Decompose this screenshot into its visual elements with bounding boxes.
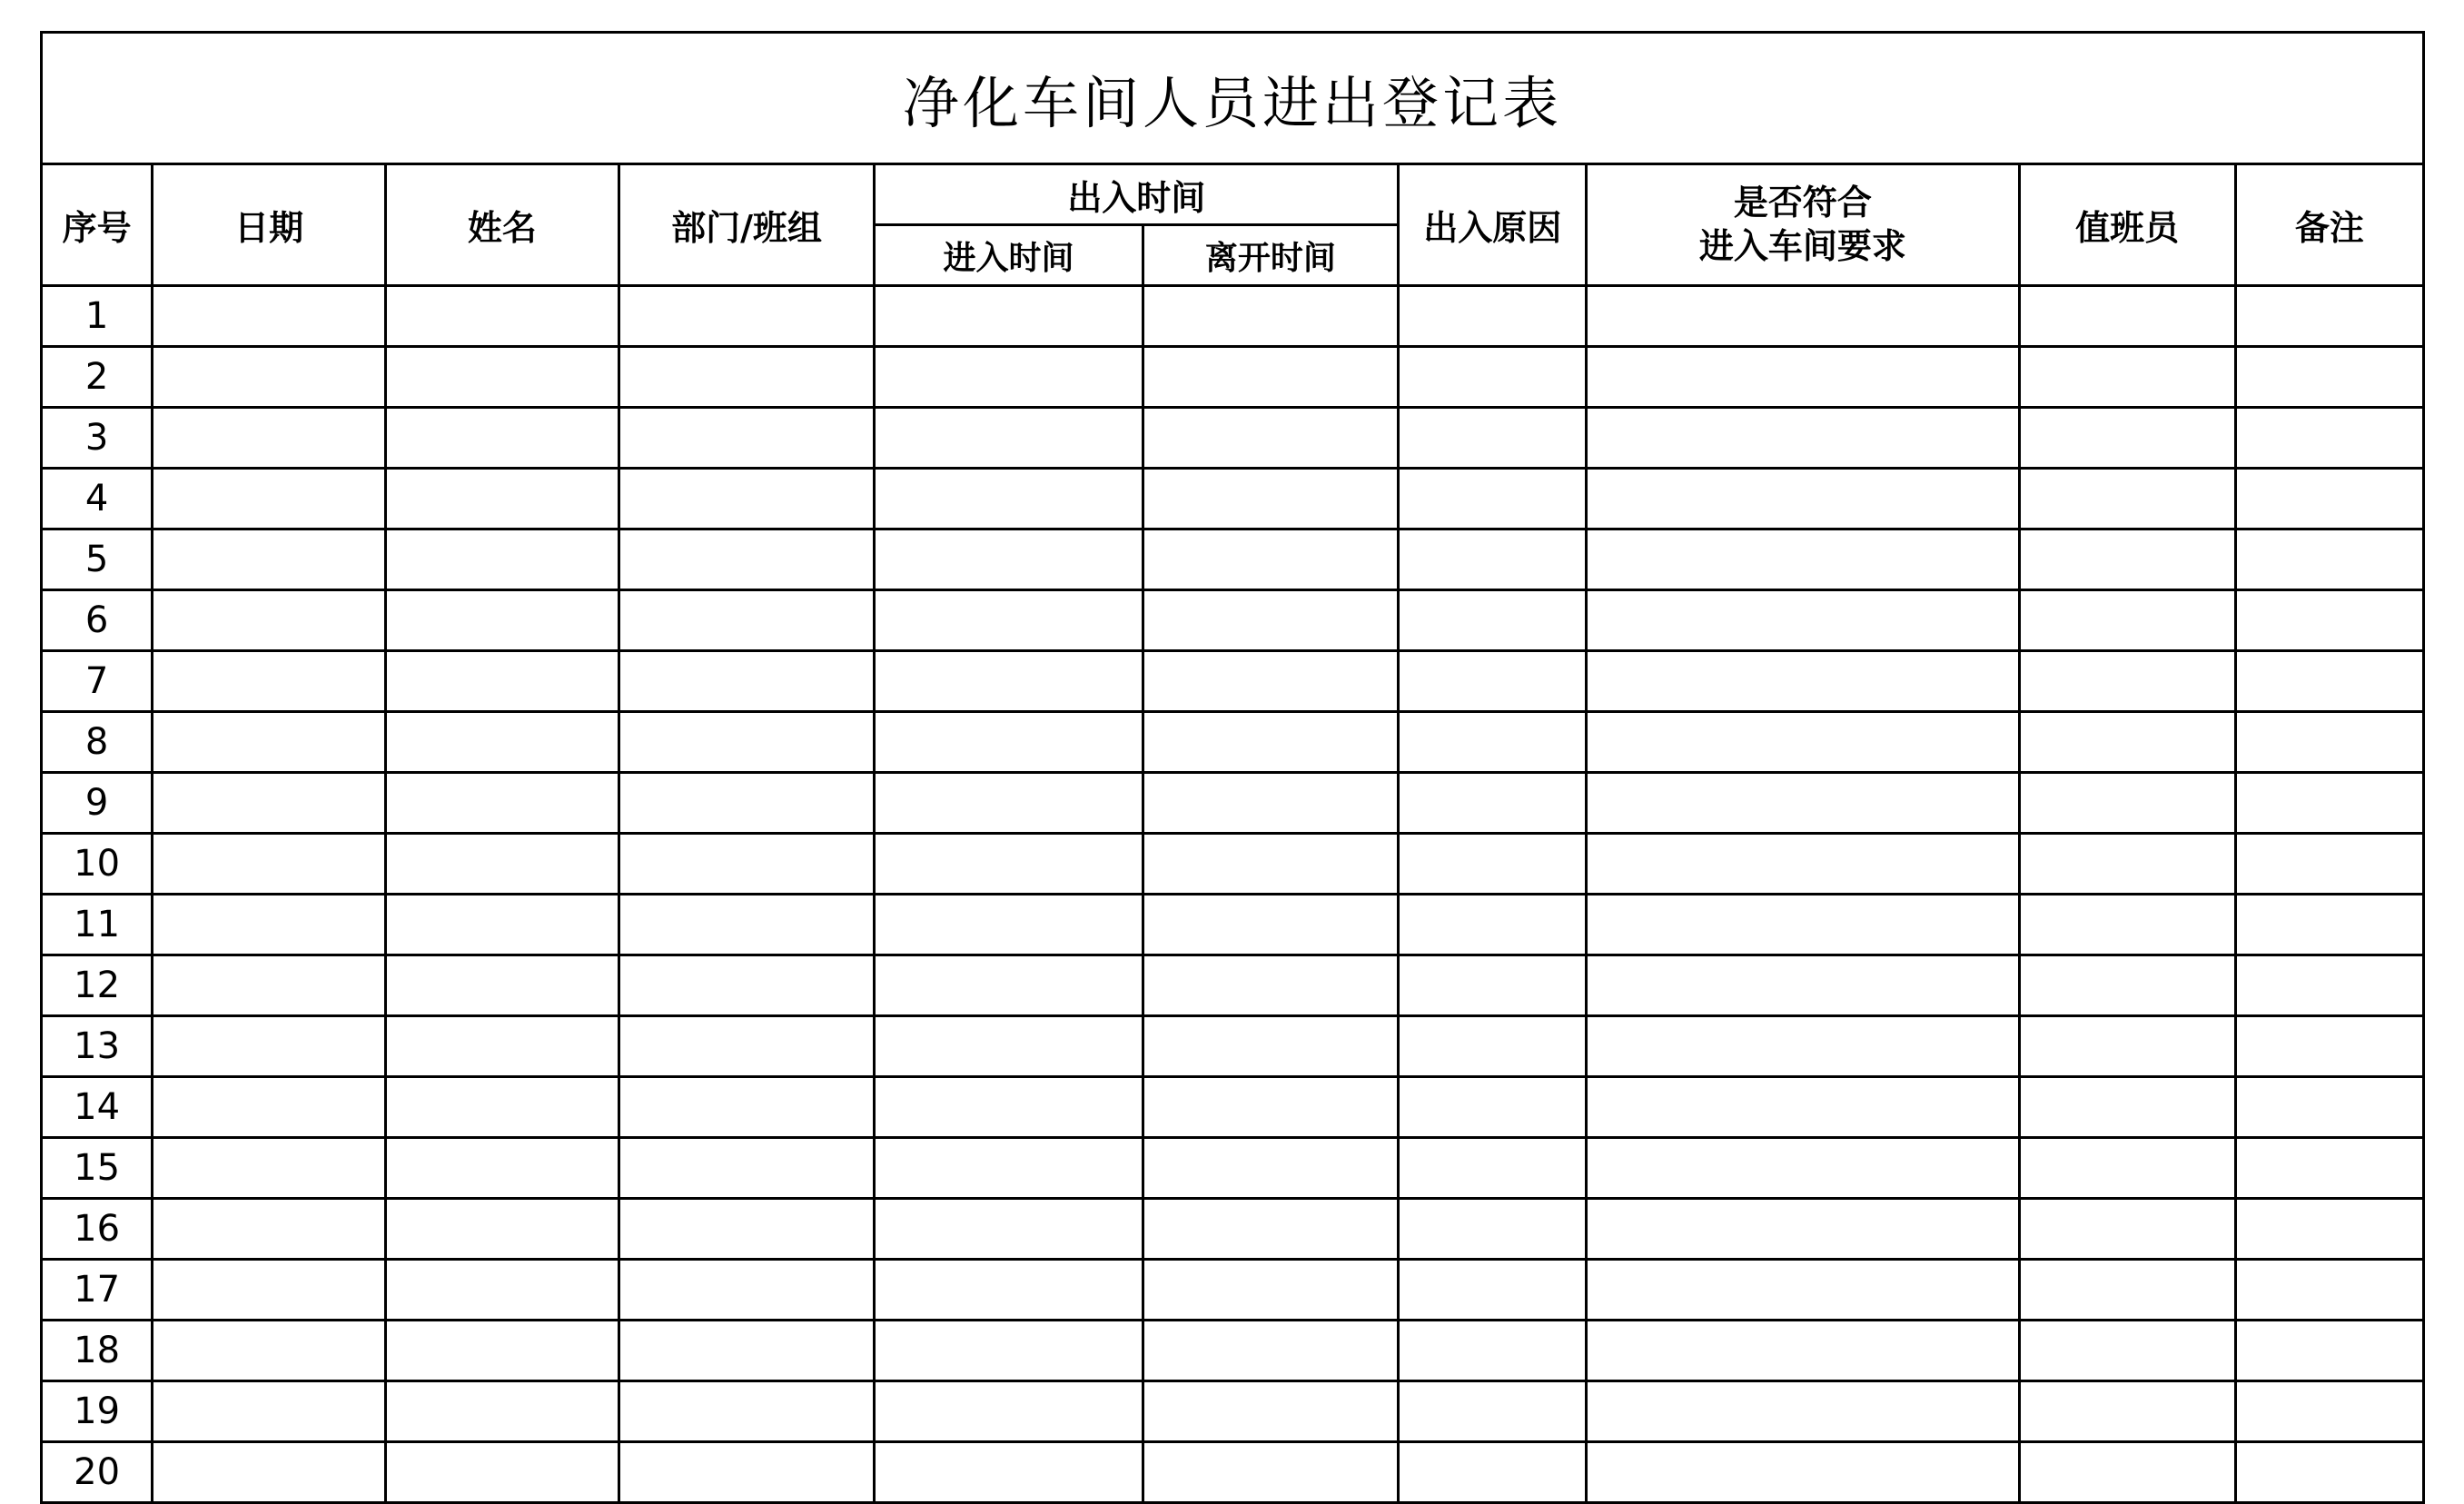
cell-date[interactable] — [153, 286, 386, 347]
cell-duty-officer[interactable] — [2019, 529, 2235, 590]
cell-duty-officer[interactable] — [2019, 590, 2235, 651]
cell-department[interactable] — [618, 955, 875, 1016]
cell-time-out[interactable] — [1143, 1260, 1399, 1321]
cell-requirement[interactable] — [1587, 408, 2019, 469]
cell-reason[interactable] — [1399, 955, 1587, 1016]
table-row — [42, 773, 2424, 834]
row-index-cell: 17 — [42, 1260, 153, 1321]
cell-requirement[interactable] — [1587, 1077, 2019, 1138]
cell-reason[interactable] — [1399, 469, 1587, 529]
cell-department[interactable] — [618, 1260, 875, 1321]
cell-time-out[interactable] — [1143, 286, 1399, 347]
cell-reason[interactable] — [1399, 834, 1587, 895]
table-row — [42, 469, 2424, 529]
row-index-cell: 13 — [42, 1016, 153, 1077]
cell-time-out[interactable] — [1143, 1016, 1399, 1077]
cell-time-in[interactable] — [875, 1442, 1143, 1503]
cell-department[interactable] — [618, 1381, 875, 1442]
cell-remark[interactable] — [2235, 590, 2423, 651]
cell-time-out[interactable] — [1143, 955, 1399, 1016]
cell-name[interactable] — [385, 469, 618, 529]
cell-date[interactable] — [153, 1077, 386, 1138]
row-index-cell: 11 — [42, 895, 153, 955]
cell-date[interactable] — [153, 712, 386, 773]
cell-date[interactable] — [153, 529, 386, 590]
table-row — [42, 1138, 2424, 1199]
column-header-requirement-line2: 进入车间要求 — [1698, 225, 1906, 266]
cell-requirement[interactable] — [1587, 712, 2019, 773]
cell-time-in[interactable] — [875, 1199, 1143, 1260]
cell-department[interactable] — [618, 408, 875, 469]
cell-requirement[interactable] — [1587, 651, 2019, 712]
cell-duty-officer[interactable] — [2019, 1199, 2235, 1260]
cell-date[interactable] — [153, 1016, 386, 1077]
cell-duty-officer[interactable] — [2019, 773, 2235, 834]
cell-remark[interactable] — [2235, 712, 2423, 773]
table-row — [42, 1381, 2424, 1442]
cell-remark[interactable] — [2235, 469, 2423, 529]
row-index-cell: 1 — [42, 286, 153, 347]
cell-duty-officer[interactable] — [2019, 1260, 2235, 1321]
column-header-date: 日期 — [153, 164, 386, 286]
cell-name[interactable] — [385, 773, 618, 834]
cell-department[interactable] — [618, 1321, 875, 1381]
row-index-cell: 2 — [42, 347, 153, 408]
cell-date[interactable] — [153, 955, 386, 1016]
table-row — [42, 712, 2424, 773]
cell-reason[interactable] — [1399, 712, 1587, 773]
cell-name[interactable] — [385, 590, 618, 651]
table-row — [42, 1260, 2424, 1321]
cell-remark[interactable] — [2235, 834, 2423, 895]
cell-requirement[interactable] — [1587, 1260, 2019, 1321]
cell-date[interactable] — [153, 895, 386, 955]
table-row — [42, 1016, 2424, 1077]
column-header-department: 部门/班组 — [618, 164, 875, 286]
cell-time-in[interactable] — [875, 1381, 1143, 1442]
cell-requirement[interactable] — [1587, 773, 2019, 834]
cell-time-in[interactable] — [875, 1260, 1143, 1321]
column-header-remark: 备注 — [2235, 164, 2423, 286]
table-row — [42, 1199, 2424, 1260]
cell-department[interactable] — [618, 1077, 875, 1138]
cell-reason[interactable] — [1399, 773, 1587, 834]
cell-time-out[interactable] — [1143, 1381, 1399, 1442]
cell-reason[interactable] — [1399, 1138, 1587, 1199]
row-index-cell: 14 — [42, 1077, 153, 1138]
cell-date[interactable] — [153, 1199, 386, 1260]
cell-date[interactable] — [153, 1321, 386, 1381]
table-row — [42, 590, 2424, 651]
cell-reason[interactable] — [1399, 529, 1587, 590]
cell-requirement[interactable] — [1587, 834, 2019, 895]
cell-requirement[interactable] — [1587, 469, 2019, 529]
cell-time-out[interactable] — [1143, 1321, 1399, 1381]
row-index-cell: 6 — [42, 590, 153, 651]
cell-time-out[interactable] — [1143, 469, 1399, 529]
row-index-cell: 5 — [42, 529, 153, 590]
row-index-cell: 4 — [42, 469, 153, 529]
cell-requirement[interactable] — [1587, 1381, 2019, 1442]
row-index-cell: 15 — [42, 1138, 153, 1199]
cell-department[interactable] — [618, 773, 875, 834]
cell-reason[interactable] — [1399, 1381, 1587, 1442]
cell-date[interactable] — [153, 408, 386, 469]
cell-duty-officer[interactable] — [2019, 1442, 2235, 1503]
cell-name[interactable] — [385, 1199, 618, 1260]
column-header-requirement — [1587, 164, 2019, 286]
cell-time-in[interactable] — [875, 469, 1143, 529]
cell-time-out[interactable] — [1143, 529, 1399, 590]
cell-name[interactable] — [385, 1260, 618, 1321]
cell-duty-officer[interactable] — [2019, 651, 2235, 712]
cell-time-out[interactable] — [1143, 651, 1399, 712]
cell-department[interactable] — [618, 590, 875, 651]
cell-requirement[interactable] — [1587, 1199, 2019, 1260]
cell-time-in[interactable] — [875, 651, 1143, 712]
table-row — [42, 834, 2424, 895]
cell-date[interactable] — [153, 590, 386, 651]
cell-reason[interactable] — [1399, 1016, 1587, 1077]
cell-time-out[interactable] — [1143, 773, 1399, 834]
column-header-reason: 出入原因 — [1399, 164, 1587, 286]
cell-time-in[interactable] — [875, 529, 1143, 590]
cell-department[interactable] — [618, 1016, 875, 1077]
cell-remark[interactable] — [2235, 1442, 2423, 1503]
cell-remark[interactable] — [2235, 1077, 2423, 1138]
cell-requirement[interactable] — [1587, 895, 2019, 955]
cell-requirement[interactable] — [1587, 1442, 2019, 1503]
cell-reason[interactable] — [1399, 1260, 1587, 1321]
cell-name[interactable] — [385, 651, 618, 712]
cell-time-in[interactable] — [875, 408, 1143, 469]
table-row — [42, 1442, 2424, 1503]
cell-time-in[interactable] — [875, 834, 1143, 895]
cell-duty-officer[interactable] — [2019, 1381, 2235, 1442]
cell-duty-officer[interactable] — [2019, 1077, 2235, 1138]
cell-time-out[interactable] — [1143, 347, 1399, 408]
cell-name[interactable] — [385, 712, 618, 773]
cell-department[interactable] — [618, 712, 875, 773]
cell-name[interactable] — [385, 1138, 618, 1199]
cell-department[interactable] — [618, 347, 875, 408]
cell-remark[interactable] — [2235, 1260, 2423, 1321]
cell-requirement[interactable] — [1587, 286, 2019, 347]
cell-duty-officer[interactable] — [2019, 955, 2235, 1016]
cell-remark[interactable] — [2235, 955, 2423, 1016]
table-row — [42, 286, 2424, 347]
cell-department[interactable] — [618, 529, 875, 590]
column-header-time-group: 出入时间 — [875, 164, 1399, 225]
cell-name[interactable] — [385, 1077, 618, 1138]
row-index-cell: 3 — [42, 408, 153, 469]
cell-date[interactable] — [153, 773, 386, 834]
cell-name[interactable] — [385, 347, 618, 408]
cell-duty-officer[interactable] — [2019, 408, 2235, 469]
cell-time-in[interactable] — [875, 590, 1143, 651]
cell-date[interactable] — [153, 834, 386, 895]
cell-date[interactable] — [153, 1381, 386, 1442]
cell-time-in[interactable] — [875, 1138, 1143, 1199]
entry-exit-register-table — [40, 31, 2425, 1504]
cell-remark[interactable] — [2235, 773, 2423, 834]
cell-name[interactable] — [385, 529, 618, 590]
cell-reason[interactable] — [1399, 1442, 1587, 1503]
cell-time-in[interactable] — [875, 773, 1143, 834]
cell-time-in[interactable] — [875, 895, 1143, 955]
cell-department[interactable] — [618, 651, 875, 712]
table-body — [42, 33, 2424, 286]
cell-time-out[interactable] — [1143, 1199, 1399, 1260]
row-index-cell: 10 — [42, 834, 153, 895]
cell-reason[interactable] — [1399, 651, 1587, 712]
cell-reason[interactable] — [1399, 1321, 1587, 1381]
row-index-cell: 9 — [42, 773, 153, 834]
cell-remark[interactable] — [2235, 347, 2423, 408]
cell-time-in[interactable] — [875, 1016, 1143, 1077]
cell-time-in[interactable] — [875, 347, 1143, 408]
cell-department[interactable] — [618, 469, 875, 529]
cell-time-in[interactable] — [875, 1321, 1143, 1381]
cell-remark[interactable] — [2235, 1016, 2423, 1077]
cell-time-in[interactable] — [875, 955, 1143, 1016]
cell-department[interactable] — [618, 1199, 875, 1260]
row-index-cell: 19 — [42, 1381, 153, 1442]
cell-reason[interactable] — [1399, 408, 1587, 469]
cell-time-out[interactable] — [1143, 408, 1399, 469]
cell-time-out[interactable] — [1143, 895, 1399, 955]
cell-requirement[interactable] — [1587, 347, 2019, 408]
title-row — [42, 33, 2424, 164]
cell-remark[interactable] — [2235, 1321, 2423, 1381]
header-row-top — [42, 164, 2424, 225]
cell-remark[interactable] — [2235, 408, 2423, 469]
column-header-time-in: 进入时间 — [875, 225, 1143, 286]
cell-duty-officer[interactable] — [2019, 834, 2235, 895]
cell-department[interactable] — [618, 834, 875, 895]
cell-date[interactable] — [153, 651, 386, 712]
cell-date[interactable] — [153, 1260, 386, 1321]
table-row — [42, 408, 2424, 469]
table-row — [42, 347, 2424, 408]
cell-name[interactable] — [385, 408, 618, 469]
cell-requirement[interactable] — [1587, 1016, 2019, 1077]
row-index-cell: 16 — [42, 1199, 153, 1260]
page-title: 净化车间人员进出登记表 — [42, 33, 2424, 164]
column-header-name: 姓名 — [385, 164, 618, 286]
cell-duty-officer[interactable] — [2019, 712, 2235, 773]
cell-department[interactable] — [618, 286, 875, 347]
row-index-cell: 18 — [42, 1321, 153, 1381]
cell-duty-officer[interactable] — [2019, 1138, 2235, 1199]
cell-reason[interactable] — [1399, 1077, 1587, 1138]
table-row — [42, 1321, 2424, 1381]
cell-time-out[interactable] — [1143, 1077, 1399, 1138]
cell-department[interactable] — [618, 895, 875, 955]
cell-name[interactable] — [385, 1016, 618, 1077]
cell-requirement[interactable] — [1587, 1321, 2019, 1381]
cell-remark[interactable] — [2235, 895, 2423, 955]
cell-duty-officer[interactable] — [2019, 1016, 2235, 1077]
cell-requirement[interactable] — [1587, 590, 2019, 651]
cell-date[interactable] — [153, 1442, 386, 1503]
row-index-cell: 20 — [42, 1442, 153, 1503]
column-header-requirement-line1: 是否符合 — [1733, 183, 1872, 223]
data-rows — [42, 286, 2424, 1503]
table-row — [42, 895, 2424, 955]
table-row — [42, 529, 2424, 590]
cell-time-out[interactable] — [1143, 1138, 1399, 1199]
cell-remark[interactable] — [2235, 651, 2423, 712]
cell-name[interactable] — [385, 1321, 618, 1381]
cell-requirement[interactable] — [1587, 955, 2019, 1016]
cell-duty-officer[interactable] — [2019, 286, 2235, 347]
cell-time-in[interactable] — [875, 286, 1143, 347]
cell-reason[interactable] — [1399, 590, 1587, 651]
column-header-index: 序号 — [42, 164, 153, 286]
cell-date[interactable] — [153, 1138, 386, 1199]
cell-remark[interactable] — [2235, 1138, 2423, 1199]
table-row — [42, 651, 2424, 712]
cell-name[interactable] — [385, 895, 618, 955]
cell-remark[interactable] — [2235, 1199, 2423, 1260]
cell-requirement[interactable] — [1587, 529, 2019, 590]
cell-name[interactable] — [385, 834, 618, 895]
cell-date[interactable] — [153, 469, 386, 529]
cell-remark[interactable] — [2235, 529, 2423, 590]
column-header-time-out: 离开时间 — [1143, 225, 1399, 286]
cell-duty-officer[interactable] — [2019, 895, 2235, 955]
cell-time-in[interactable] — [875, 1077, 1143, 1138]
cell-reason[interactable] — [1399, 1199, 1587, 1260]
cell-requirement[interactable] — [1587, 1138, 2019, 1199]
cell-department[interactable] — [618, 1138, 875, 1199]
cell-name[interactable] — [385, 1442, 618, 1503]
cell-remark[interactable] — [2235, 286, 2423, 347]
cell-time-out[interactable] — [1143, 1442, 1399, 1503]
cell-duty-officer[interactable] — [2019, 469, 2235, 529]
cell-date[interactable] — [153, 347, 386, 408]
cell-time-out[interactable] — [1143, 834, 1399, 895]
cell-duty-officer[interactable] — [2019, 1321, 2235, 1381]
cell-time-out[interactable] — [1143, 590, 1399, 651]
cell-department[interactable] — [618, 1442, 875, 1503]
cell-remark[interactable] — [2235, 1381, 2423, 1442]
row-index-cell: 12 — [42, 955, 153, 1016]
row-index-cell: 8 — [42, 712, 153, 773]
cell-name[interactable] — [385, 1381, 618, 1442]
column-header-duty-officer: 值班员 — [2019, 164, 2235, 286]
cell-reason[interactable] — [1399, 895, 1587, 955]
row-index-cell: 7 — [42, 651, 153, 712]
cell-time-out[interactable] — [1143, 712, 1399, 773]
cell-time-in[interactable] — [875, 712, 1143, 773]
cell-reason[interactable] — [1399, 286, 1587, 347]
cell-reason[interactable] — [1399, 347, 1587, 408]
cell-name[interactable] — [385, 955, 618, 1016]
table-row — [42, 955, 2424, 1016]
cell-name[interactable] — [385, 286, 618, 347]
cell-duty-officer[interactable] — [2019, 347, 2235, 408]
table-row — [42, 1077, 2424, 1138]
